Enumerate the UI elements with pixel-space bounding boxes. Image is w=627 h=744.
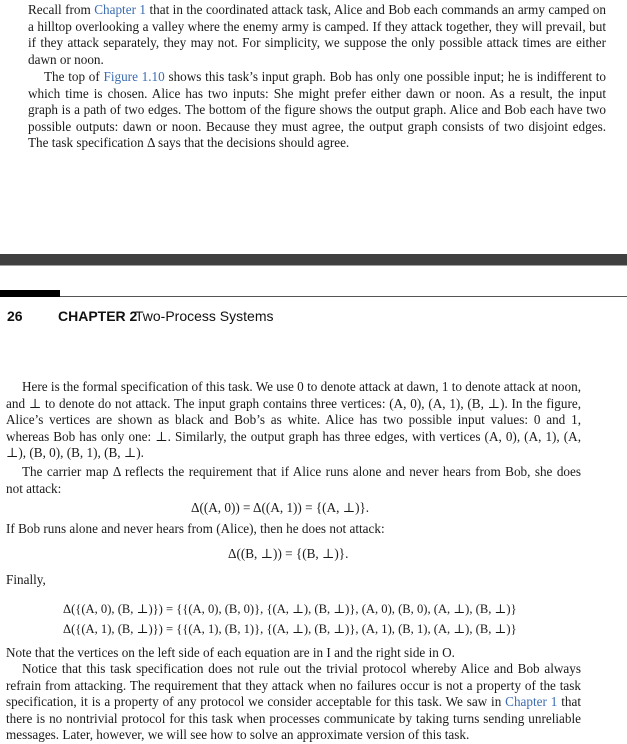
chapter-link-2[interactable]: Chapter 1: [505, 694, 558, 710]
equation-three: Δ({(A, 0), (B, ⊥)}) = {{(A, 0), (B, 0)}, {(A, ⊥), (B, ⊥)}, (A, 0), (B, 0), (A, ⊥), (B, ⊥)}: [63, 602, 517, 616]
header-rule-block: [0, 290, 60, 297]
paragraph-formal-spec: Here is the formal specification of this task. We use 0 to denote attack at dawn, 1 to denote attack at noon, and ⊥ to denote do not attack. The input graph contains three vertices: (A, 0), (A, 1), (B, ⊥). In the figure, Alice’s vertices are shown as black and Bob’s as white. Alice has two possible input values: 0 and 1, whereas Bob has only one: ⊥. Similarly, the output graph has three edges, with vertices (A, 0), (A, 1), (A, ⊥), (B, 0), (B, 1), (B, ⊥).: [6, 379, 581, 461]
figure-link[interactable]: Figure 1.10: [103, 69, 165, 84]
text: shows this task’s input graph. Bob has only one possible input; he is indifferent to which time is chosen. Alice has two inputs: She might prefer either dawn or noon. As a result, the input graph is a path of two edges. The bottom of the figure shows the output graph. Alice and Bob each have two possible outputs: dawn or noon. Because they must agree, the output graph consists of two disjoint edges. The task specification Δ says that the decisions should agree.: [28, 69, 606, 151]
page-separator-line: [0, 265, 627, 266]
equation-alice: Δ((A, 0)) = Δ((A, 1)) = {(A, ⊥)}.: [191, 500, 370, 515]
text: Recall from: [28, 2, 95, 17]
paragraph-carrier-map: The carrier map Δ reflects the requirement that if Alice runs alone and never hears from Bob, she does not attack:: [6, 464, 581, 496]
equation-four: Δ({(A, 1), (B, ⊥)}) = {{(A, 1), (B, 1)}, {(A, ⊥), (B, ⊥)}, (A, 1), (B, 1), (A, ⊥), (B, ⊥)}: [63, 622, 517, 636]
equation-bob: Δ((B, ⊥)) = {(B, ⊥)}.: [228, 546, 349, 561]
paragraph-figure: [28, 69, 606, 152]
paragraph-trivial: [6, 661, 581, 744]
chapter-label: CHAPTER 2: [58, 308, 138, 324]
text: that in the coordinated attack task, Alice and Bob each commands an army camped on a hilltop overlooking a valley where the enemy army is camped. If they attack together, they will prevail, but if they attack separately, they may not. For simplicity, we suppose the only possible attack times are either dawn or noon.: [28, 2, 606, 67]
paragraph-intro: [28, 2, 606, 68]
text: that there is no nontrivial protocol for this task when processes communicate by taking turns sending unreliable messages. Later, however, we will see how to solve an approximate version of this task.: [6, 694, 581, 743]
text: The top of: [44, 69, 104, 84]
paragraph-finally: Finally,: [6, 572, 46, 587]
header-rule: [60, 296, 627, 297]
page-separator: [0, 254, 627, 265]
paragraph-bob: If Bob runs alone and never hears from (Alice), then he does not attack:: [6, 521, 385, 536]
page-number: 26: [7, 308, 23, 324]
paragraph-note: Note that the vertices on the left side of each equation are in I and the right side in O.: [6, 645, 455, 660]
chapter-link[interactable]: Chapter 1: [94, 2, 147, 17]
text: Notice that this task specification does not rule out the trivial protocol whereby Alice and Bob always refrain from attacking. The requirement that they attack when no failures occur is not a property of the task specification, it is a property of any protocol we consider acceptable for this task. We saw in: [6, 661, 581, 710]
chapter-title: Two-Process Systems: [135, 308, 274, 324]
